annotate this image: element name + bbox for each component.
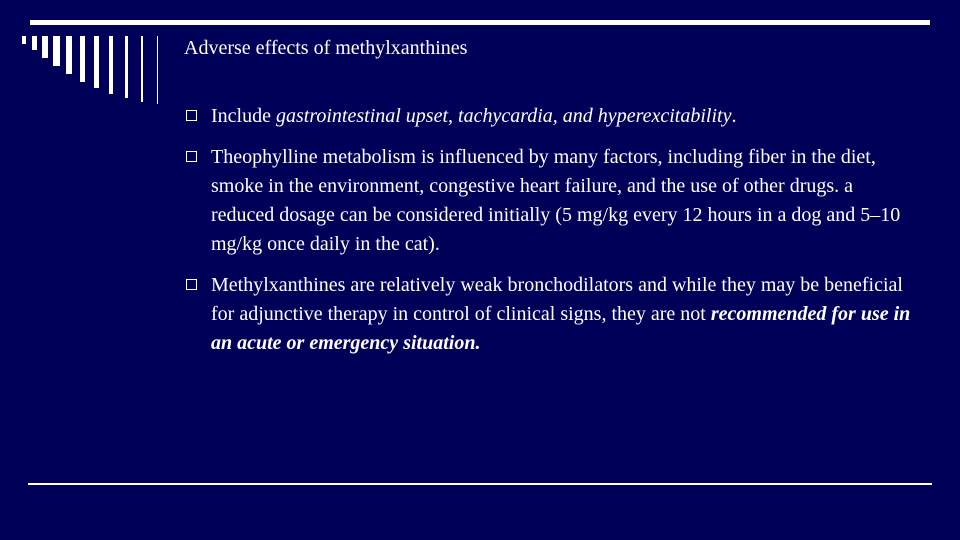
stripe	[141, 36, 143, 102]
stripe	[42, 36, 48, 58]
stripe	[125, 36, 128, 98]
bullet-emphasis: gastrointestinal upset, tachycardia, and hyperexcitability	[275, 105, 732, 127]
hollow-square-bullet-icon	[186, 110, 197, 121]
bullet-list	[186, 102, 916, 370]
stripe	[157, 36, 158, 104]
bottom-divider	[28, 483, 932, 485]
stripe	[53, 36, 60, 66]
bullet-text: .	[731, 105, 737, 127]
bullet-item	[186, 143, 916, 259]
stripe	[32, 36, 37, 50]
stripe	[94, 36, 99, 88]
stripe	[66, 36, 72, 74]
hollow-square-bullet-icon	[186, 279, 197, 290]
stripe	[109, 36, 113, 94]
stripe	[80, 36, 85, 82]
bullet-emphasis: recommended for use in an acute or emergency situation.	[211, 303, 911, 354]
slide-title: Adverse effects of methylxanthines	[184, 37, 468, 59]
bullet-item	[186, 102, 916, 131]
hollow-square-bullet-icon	[186, 151, 197, 162]
top-divider	[30, 20, 930, 25]
decorative-stripes	[22, 36, 162, 106]
bullet-text: Methylxanthines are relatively weak bronchodilators and while they may be beneficial for adjunctive therapy in control of clinical signs, they are not	[211, 274, 903, 325]
bullet-text: Theophylline metabolism is influenced by many factors, including fiber in the diet, smoke in the environment, congestive heart failure, and the use of other drugs. a reduced dosage can be considered initially (5 mg/kg every 12 hours in a dog and 5–10 mg/kg once daily in the cat).	[211, 146, 901, 255]
stripe	[22, 36, 26, 44]
bullet-item	[186, 271, 916, 358]
bullet-text: Include	[211, 105, 276, 127]
